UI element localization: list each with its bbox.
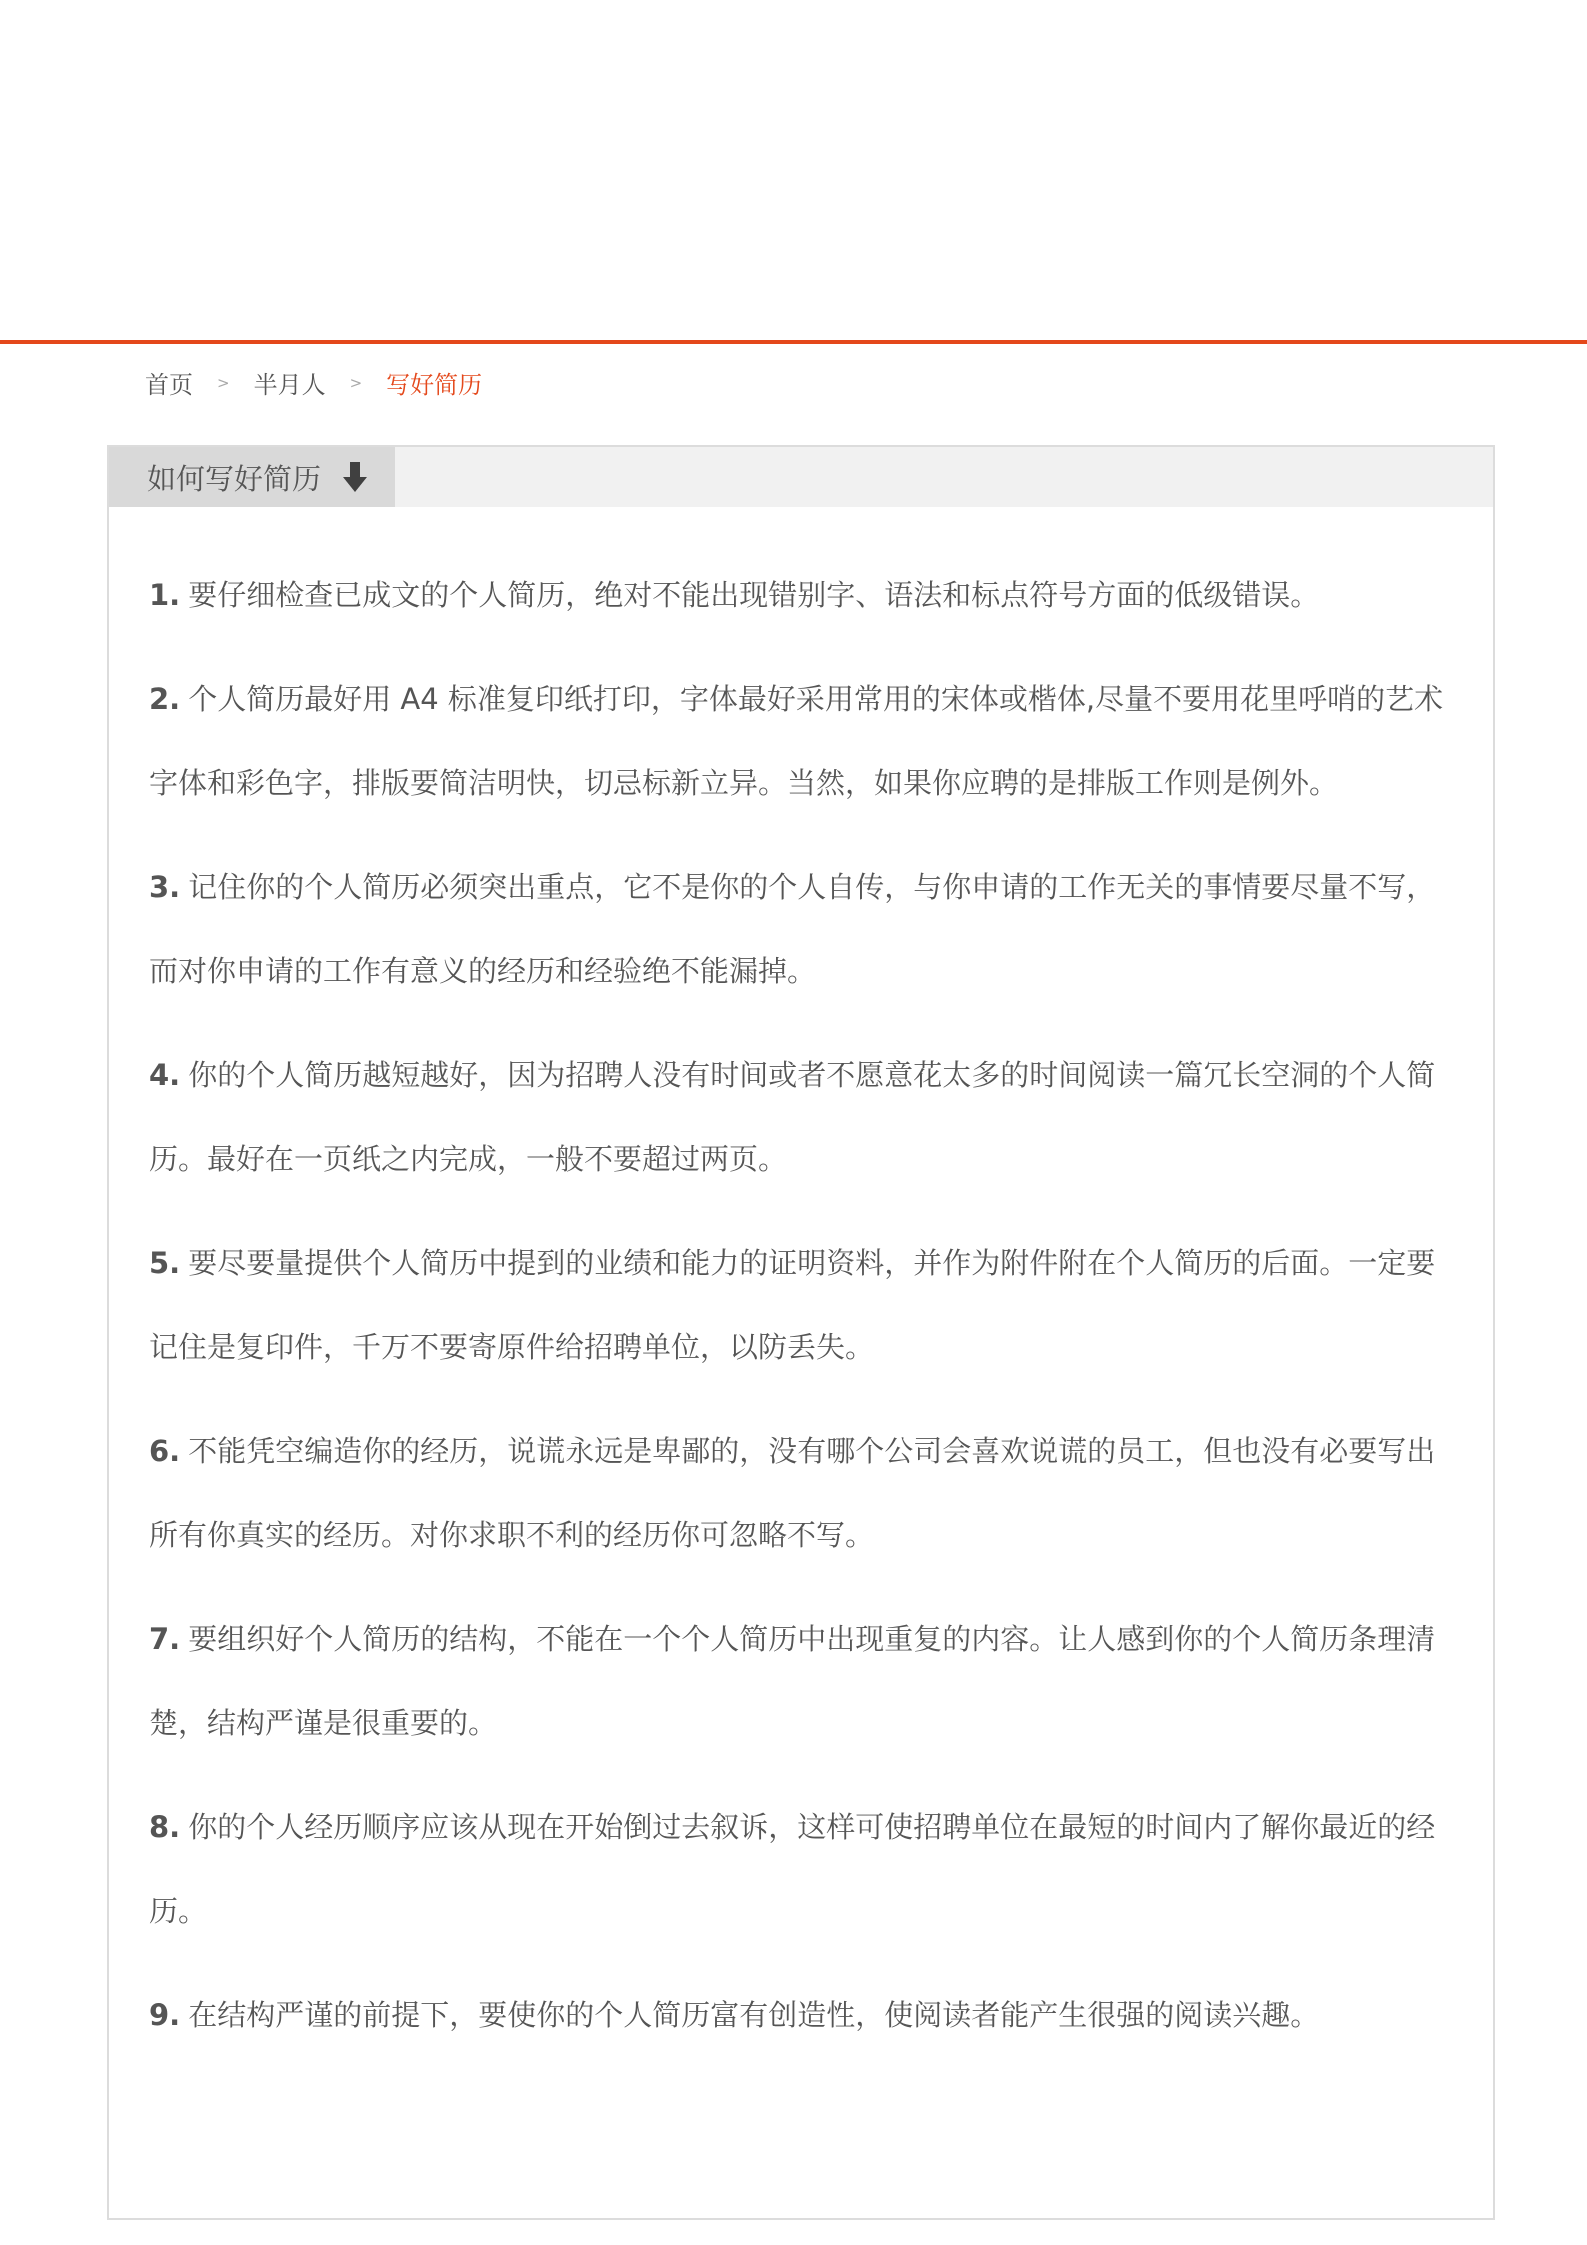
breadcrumb [145, 362, 482, 402]
top-blank-area [0, 0, 1587, 340]
breadcrumb-home-link[interactable]: 首页 [145, 370, 193, 399]
tip-text: 记住你的个人简历必须突出重点，它不是你的个人自传，与你申请的工作无关的事情要尽量不写，而对你申请的工作有意义的经历和经验绝不能漏掉。 [149, 870, 1436, 988]
tip-text: 要尽要量提供个人简历中提到的业绩和能力的证明资料，并作为附件附在个人简历的后面。一定要记住是复印件，千万不要寄原件给招聘单位，以防丢失。 [149, 1246, 1436, 1364]
tip-number: 4. [149, 1058, 181, 1092]
tip-item [149, 1409, 1459, 1577]
panel-title: 如何写好简历 [147, 461, 322, 496]
tip-item [149, 1973, 1459, 2057]
tip-text: 你的个人经历顺序应该从现在开始倒过去叙诉，这样可使招聘单位在最短的时间内了解你最近的经历。 [149, 1810, 1436, 1928]
breadcrumb-separator-icon: > [217, 374, 230, 392]
tip-text: 在结构严谨的前提下，要使你的个人简历富有创造性，使阅读者能产生很强的阅读兴趣。 [188, 1998, 1320, 2032]
breadcrumb-current-page[interactable]: 写好简历 [386, 370, 483, 399]
tip-item [149, 845, 1459, 1013]
tip-text: 要仔细检查已成文的个人简历，绝对不能出现错别字、语法和标点符号方面的低级错误。 [188, 578, 1320, 612]
tip-number: 3. [149, 870, 181, 904]
article-body [149, 553, 1459, 2077]
tip-item [149, 657, 1459, 825]
tip-number: 6. [149, 1434, 181, 1468]
tip-number: 7. [149, 1622, 181, 1656]
tip-text: 个人简历最好用 A4 标准复印纸打印，字体最好采用常用的宋体或楷体,尽量不要用花里呼哨的艺术字体和彩色字，排版要简洁明快，切忌标新立异。当然，如果你应聘的是排版工作则是例外。 [149, 682, 1444, 800]
tip-number: 1. [149, 578, 181, 612]
arrow-down-icon [343, 462, 367, 492]
tip-number: 2. [149, 682, 181, 716]
tip-item [149, 1597, 1459, 1765]
header-accent-divider [0, 340, 1587, 344]
article-panel [107, 445, 1495, 2220]
tip-text: 你的个人简历越短越好，因为招聘人没有时间或者不愿意花太多的时间阅读一篇冗长空洞的个人简历。最好在一页纸之内完成，一般不要超过两页。 [149, 1058, 1436, 1176]
tip-item [149, 1033, 1459, 1201]
panel-header-bar [109, 447, 1493, 507]
breadcrumb-section-link[interactable]: 半月人 [253, 370, 326, 399]
breadcrumb-separator-icon: > [349, 374, 363, 392]
tip-item [149, 553, 1459, 637]
panel-title-tab[interactable] [109, 447, 395, 507]
tip-item [149, 1785, 1459, 1953]
tip-number: 8. [149, 1810, 181, 1844]
tip-text: 不能凭空编造你的经历，说谎永远是卑鄙的，没有哪个公司会喜欢说谎的员工，但也没有必要写出所有你真实的经历。对你求职不利的经历你可忽略不写。 [149, 1434, 1436, 1552]
tip-item [149, 1221, 1459, 1389]
tip-text: 要组织好个人简历的结构，不能在一个个人简历中出现重复的内容。让人感到你的个人简历条理清楚，结构严谨是很重要的。 [149, 1622, 1436, 1740]
tip-number: 5. [149, 1246, 181, 1280]
tip-number: 9. [149, 1998, 181, 2032]
